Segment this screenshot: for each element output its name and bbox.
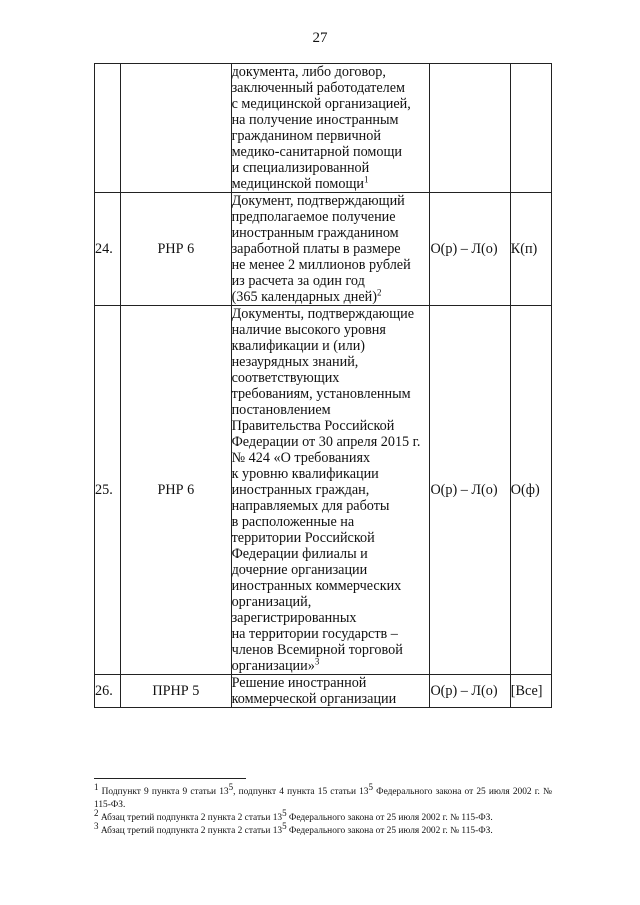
footnote xyxy=(94,781,552,812)
footnote-text: , подпункт 4 пункта 15 статьи 13 xyxy=(233,787,369,797)
document-description xyxy=(231,64,430,193)
description-text: Документы, подтверждающие наличие высокого уровня квалификации и (или) незаурядных знаний, соответствующих требованиям, установленным постановлением Правительства Российской Федерации от 30 апреля 2015 г. № 424 «О требованиях к уровню квалификации иностранных граждан, направляемых для работы в расположенные на территории Российской Федерации филиалы и дочерние организации иностранных коммерческих организаций, зарегистрированных на территории государств – членов Всемирной торговой организации» xyxy=(231,306,421,674)
footnote-superscript: 5 xyxy=(228,781,234,792)
description-text: Документ, подтверждающий предполагаемое получение иностранным гражданином заработной платы в размере не менее 2 миллионов рублей из расчета за один год (365 календарных дней) xyxy=(231,193,411,305)
description-text: документа, либо договор, заключенный работодателем с медицинской организацией, на получение иностранным гражданином первичной медико-санитарной помощи и специализированной медицинской помощи xyxy=(231,64,411,192)
footnote-divider xyxy=(94,778,246,779)
footnote xyxy=(94,807,552,825)
footnote-superscript: 5 xyxy=(368,781,373,792)
page-number: 27 xyxy=(312,30,328,46)
footnote-text: Федерального закона от 25 июля 2002 г. № 115-ФЗ. xyxy=(286,813,493,823)
footnotes xyxy=(94,781,552,838)
requirement-code: О(р) – Л(о) xyxy=(430,306,510,675)
document-code: РНР 6 xyxy=(121,193,231,306)
document-description xyxy=(231,675,430,708)
footnote-mark: 3 xyxy=(94,820,99,831)
document-description xyxy=(231,306,430,675)
submission-code: О(ф) xyxy=(510,306,551,675)
table-row xyxy=(95,64,552,193)
description-text: Решение иностранной коммерческой организации xyxy=(231,675,397,707)
requirement-code xyxy=(430,64,510,193)
footnote-ref: 1 xyxy=(363,174,369,185)
row-number: 26. xyxy=(95,675,121,708)
footnote-ref: 3 xyxy=(314,656,320,667)
requirement-code: О(р) – Л(о) xyxy=(430,675,510,708)
footnote-superscript: 5 xyxy=(282,807,287,818)
row-number xyxy=(95,64,121,193)
footnote-text: Федерального закона от 25 июля 2002 г. № 115-ФЗ. xyxy=(286,826,493,836)
table-row xyxy=(95,675,552,708)
documents-table xyxy=(94,63,552,708)
footnote-ref: 2 xyxy=(377,287,382,298)
footnote-mark: 2 xyxy=(94,807,99,818)
document-code xyxy=(121,64,231,193)
footnote-superscript: 5 xyxy=(282,820,287,831)
footnote-text: Абзац третий подпункта 2 пункта 2 статьи 13 xyxy=(98,826,283,836)
footnote-mark: 1 xyxy=(94,781,99,792)
footnote xyxy=(94,820,552,838)
document-code: ПРНР 5 xyxy=(121,675,231,708)
document-description xyxy=(231,193,430,306)
document-code: РНР 6 xyxy=(121,306,231,675)
row-number: 25. xyxy=(95,306,121,675)
submission-code xyxy=(510,64,551,193)
row-number: 24. xyxy=(95,193,121,306)
table-row xyxy=(95,306,552,675)
footnote-text: Федерального закона от 25 июля 2002 г. № 115-ФЗ. xyxy=(94,787,552,810)
submission-code: К(п) xyxy=(510,193,551,306)
table-row xyxy=(95,193,552,306)
submission-code: [Все] xyxy=(510,675,551,708)
footnote-text: Абзац третий подпункта 2 пункта 2 статьи 13 xyxy=(98,813,283,823)
footnote-text: Подпункт 9 пункта 9 статьи 13 xyxy=(98,787,229,797)
requirement-code: О(р) – Л(о) xyxy=(430,193,510,306)
